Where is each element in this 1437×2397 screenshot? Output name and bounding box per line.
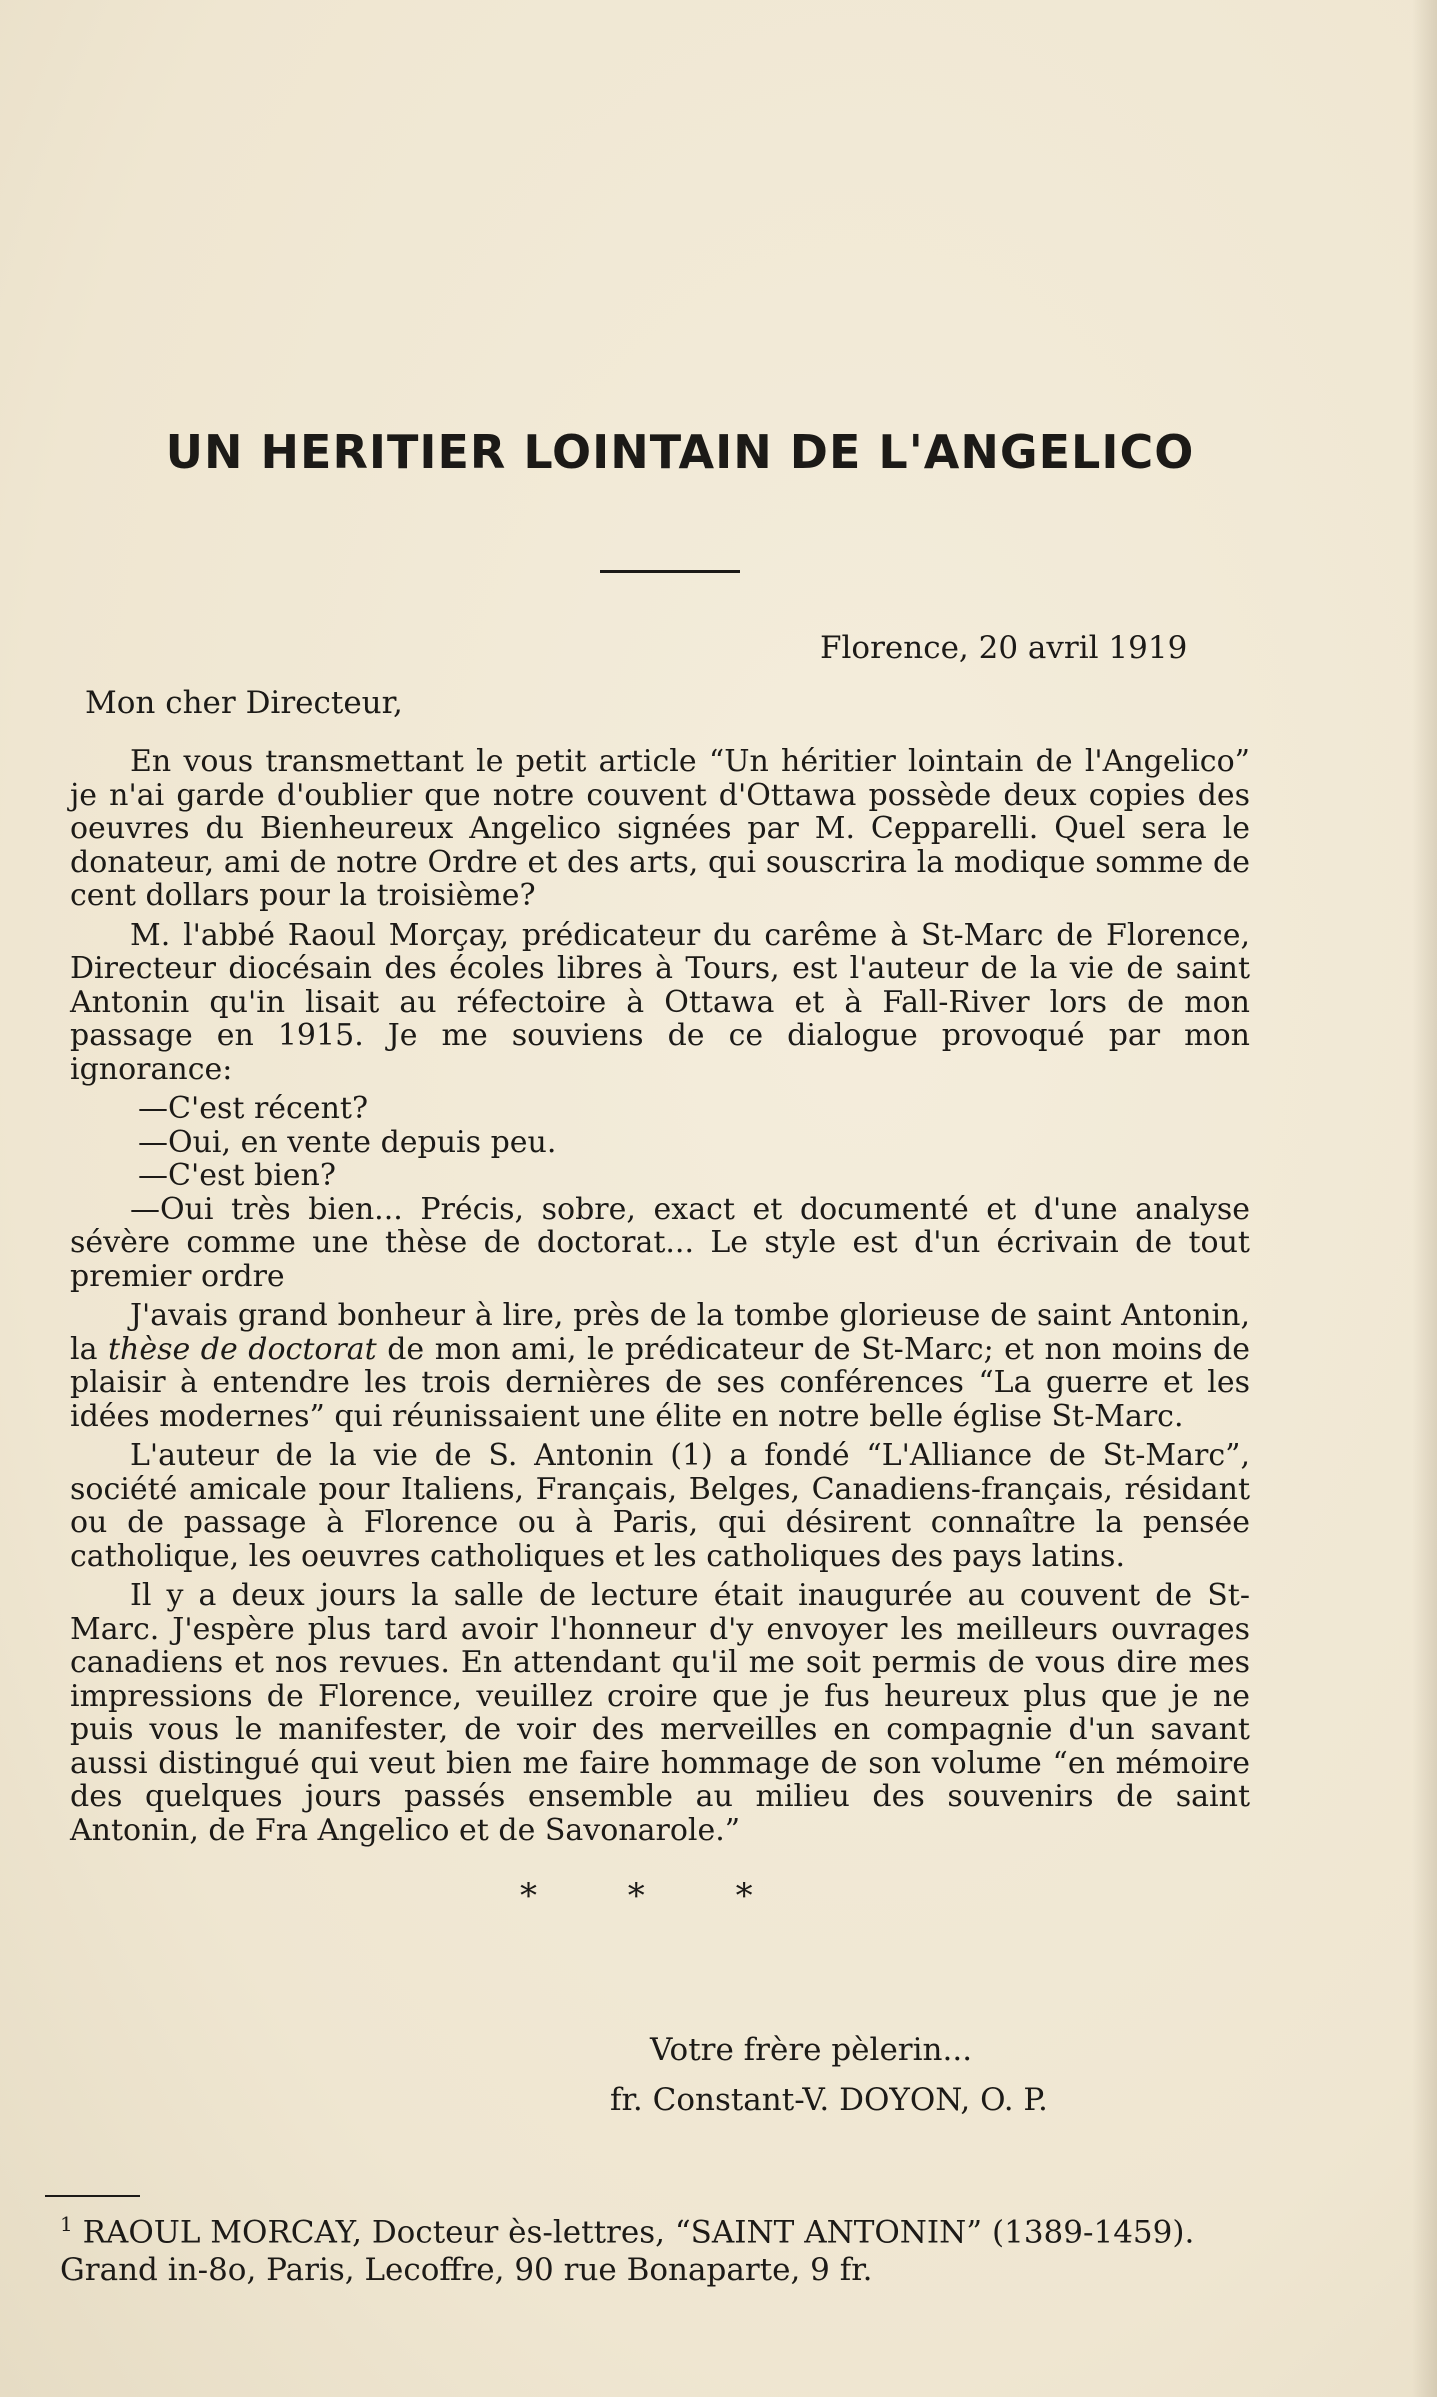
footnote-rule <box>45 2195 140 2197</box>
these-text-before: J'avais grand bonheur à lire, près de la tombe glorieuse de saint Antonin, la <box>70 1298 1250 1367</box>
paragraph-morcay: M. l'abbé Raoul Morçay, prédicateur du carême à St-Marc de Florence, Directeur diocésain des écoles libres à Tours, est l'auteur de la vie de saint Antonin qu'in lisait au réfectoire à Ottawa et à Fall-River lors de mon passage en 1915. Je me souviens de ce dialogue provoqué par mon ignorance: <box>70 917 1250 1087</box>
dialog-line: —C'est bien? <box>138 1158 336 1193</box>
page-title: UN HERITIER LOINTAIN DE L'ANGELICO <box>165 425 1195 479</box>
page-edge-shadow <box>1412 0 1437 2397</box>
salutation: Mon cher Directeur, <box>85 685 403 721</box>
footnote-reference: (1) <box>670 1438 713 1473</box>
letter-body <box>70 745 1250 1853</box>
footnote-text: RAOUL MORCAY, Docteur ès-lettres, “SAINT ANTONIN” (1389-1459). Grand in-8o, Paris, Lecoffre, 90 rue Bonaparte, 9 fr. <box>60 2214 1195 2289</box>
footnote-number: 1 <box>60 2212 73 2236</box>
signature: fr. Constant-V. DOYON, O. P. <box>610 2082 1048 2118</box>
alliance-text-after: a fondé “L'Alliance de St-Marc”, société amicale pour Italiens, Français, Belges, Canadiens-français, résidant ou de passage à Florence ou à Paris, qui désirent connaître la pensée catholique, les oeuvres catholiques et les catholiques des pays latins. <box>70 1438 1250 1574</box>
alliance-text-before: L'auteur de la vie de S. Antonin <box>130 1438 671 1473</box>
title-divider <box>600 570 740 573</box>
footnote <box>60 2205 1220 2289</box>
closing-line: Votre frère pèlerin... <box>650 2032 973 2068</box>
paragraph-alliance <box>70 1439 1250 1573</box>
dateline: Florence, 20 avril 1919 <box>820 630 1188 666</box>
dialog-line: —C'est récent? <box>138 1091 369 1126</box>
paragraph-intro: En vous transmettant le petit article “Un héritier lointain de l'Angelico” je n'ai garde d'oublier que notre couvent d'Ottawa possède deux copies des oeuvres du Bienheureux Angelico signées par M. Cepparelli. Quel sera le donateur, ami de notre Ordre et des arts, qui souscrira la modique somme de cent dollars pour la troisième? <box>70 744 1250 913</box>
dialog-line: —Oui, en vente depuis peu. <box>138 1124 557 1160</box>
closing <box>610 2025 1048 2125</box>
these-text-after: de mon ami, le prédicateur de St-Marc; et non moins de plaisir à entendre les trois dernières de ses conférences “La guerre et les idées modernes” qui réunissaient une élite en notre belle église St-Marc. <box>70 1331 1250 1434</box>
these-italic: thèse de doctorat <box>108 1331 377 1367</box>
paragraph-analysis: —Oui très bien... Précis, sobre, exact et documenté et d'une analyse sévère comme une thèse de doctorat... Le style est d'un écrivain de tout premier ordre <box>70 1191 1250 1294</box>
paragraph-final: Il y a deux jours la salle de lecture était inaugurée au couvent de St-Marc. J'espère plus tard avoir l'honneur d'y envoyer les meilleurs ouvrages canadiens et nos revues. En attendant qu'il me soit permis de vous dire mes impressions de Florence, veuillez croire que je fus heureux plus que je ne puis vous le manifester, de voir des merveilles en compagnie d'un savant aussi distingué qui veut bien me faire hommage de son volume “en mémoire des quelques jours passés ensemble au milieu des souvenirs de saint Antonin, de Fra Angelico et de Savonarole.” <box>70 1578 1250 1848</box>
section-separator: * * * <box>520 1876 793 1916</box>
paragraph-these <box>70 1299 1250 1433</box>
